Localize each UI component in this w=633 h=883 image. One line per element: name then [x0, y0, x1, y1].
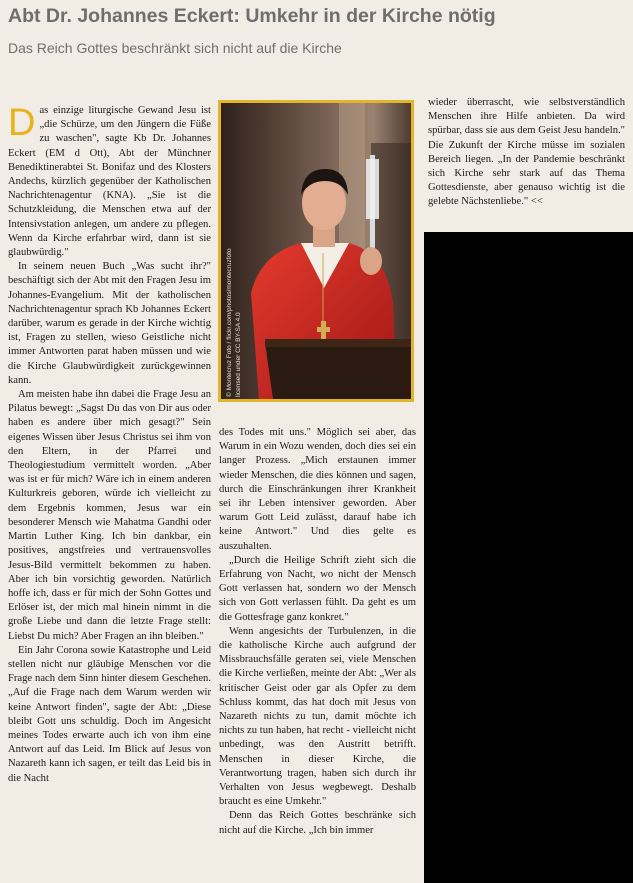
paragraph: „Durch die Heilige Schrift zieht sich die Erfahrung von Nacht, wo nicht der Mensch Gott verlassen hat, sondern wo der Mensch sich von Gott verlassen fühlt. Da geht es um die Gottesfrage ganz konkret.": [219, 554, 416, 623]
article-column-1: [8, 104, 211, 786]
photo-credit: © Montecruz Foto / flickr.com/photos/montecruzfoto: [226, 248, 233, 397]
drop-cap: D: [8, 102, 36, 144]
paragraph: Wenn angesichts der Turbulenzen, in die die katholische Kirche auch aufgrund der Missbrauchsfälle geraten sei, viele Menschen die Kirche verließen, meinte der Abt: „Wer als kritischer Geist oder gar als Opfer zu dem Schluss kommt, das hat doch mit Jesus von Nazareth nichts zu tun, damit möchte ich nichts zu tun haben, hat recht - vielleicht nicht unbedingt, was den Austritt betrifft. Menschen in dieser Kirche, die Verantwortung tragen, haben sich durch ihr Verhalten von Jesus wegbewegt. Deshalb braucht es eine Umkehr.": [219, 625, 416, 808]
paragraph: Ein Jahr Corona sowie Katastrophe und Leid stellen nicht nur gläubige Menschen vor die Frage nach dem Sinn hinter diesem Geschehen. „Auf die Frage nach dem Warum werden wir keine Antwort finden", sagte der Abt: „Diese bleibt Gott uns schuldig. Doch im Angesicht meines Todes erwarte auch ich von ihm eine Antwort auf das Leid. Im Blick auf Jesus von Nazareth kann ich sagen, er teilt das Leid bis in die Nacht: [8, 644, 211, 784]
paragraph: In seinem neuen Buch „Was sucht ihr?" beschäftigt sich der Abt mit den Fragen Jesu im Johannes-Evangelium. Mit der katholischen Nachrichtenagentur sprach Kb Johannes Eckert darüber, warum es gerade in der Kirche wichtig ist, Fragen zu stellen, wieso Geistliche nicht immer Antworten parat haben müssen und wie die Kirche Glaubwürdigkeit zurückgewinnen kann.: [8, 261, 211, 386]
paragraph: des Todes mit uns." Möglich sei aber, das Warum in ein Wozu wenden, doch dies sei ein langer Prozess. „Mich erstaunen immer wieder Menschen, die dies können und sagen, durch die Einschränkungen ihrer Krankheit sei ihr Leben intensiver geworden. Aber warum Gott Leid zulässt, darauf habe ich keine Antwort." Und dies gelte es auszuhalten.: [219, 427, 416, 552]
paragraph: Am meisten habe ihn dabei die Frage Jesu an Pilatus bewegt: „Sagst Du das von Dir aus oder haben es andere über mich gesagt?" Sein eigenes Wissen über Jesus Christus sei ihm von den Eltern, in der Pfarrei und Theologiestudium vermittelt worden. „Aber was ist er für mich? Wäre ich in einem anderen Kulturkreis geboren, würde ich vielleicht zu dem Ergebnis kommen, Jesus war ein besonderer Mensch wie Mahatma Gandhi oder Martin Luther King. Ich bin dankbar, ein positives, angstfreies und vertrauensvolles Jesus-Bild vermittelt bekommen zu haben. Aber ich bin vorsichtig geworden. Natürlich hoffe ich, dass er für mich der Sohn Gottes und Erlöser ist, der mich mal hinein nimmt in die große Liebe und dann die letzte Frage stellt: Liebst Du mich? Aber Fragen an ihn bleiben.": [8, 389, 211, 642]
paragraph: [8, 104, 211, 260]
paragraph: wieder überrascht, wie selbstverständlich Menschen ihre Hilfe anbieten. Da wird spürbar, dass sie aus dem Geist Jesu handeln." Die Zukunft der Kirche müsse im sozialen Bereich liegen. „In der Pandemie beschränkt sich Kirche sehr stark auf das Thema Gottesdienste, aber genauso wichtig ist die gelebte Nächstenliebe." <<: [428, 97, 625, 208]
paragraph-text: as einzige liturgische Gewand Jesu ist „die Schürze, um den Jüngern die Füße zu waschen", sagte Kb Dr. Johannes Eckert (EM d Ott), Abt der Münchner Benediktinerabtei St. Bonifaz und des Klosters Andechs, kürzlich gegenüber der Katholischen Nachrichtenagentur (KNA). „Sie ist die Schutzkleidung, die Menschen etwa auf der Intensivstation anlegen, um andere zu pflegen. Wenn da Kirche erfahrbar wird, dann ist sie glaubwürdig.": [8, 105, 211, 259]
article-column-3: [428, 96, 625, 210]
article-column-2: [219, 426, 416, 838]
paragraph: Denn das Reich Gottes beschränke sich nicht auf die Kirche. „Ich bin immer: [219, 810, 416, 836]
photo-license: licensed under CC BY-SA 4.0: [235, 312, 242, 397]
priest-at-lectern-image: [221, 103, 411, 399]
article-subtitle: Das Reich Gottes beschränkt sich nicht auf die Kirche: [8, 40, 342, 56]
article-title: Abt Dr. Johannes Eckert: Umkehr in der Kirche nötig: [8, 5, 496, 27]
black-overlay: [424, 232, 633, 883]
article-photo: [218, 100, 414, 402]
